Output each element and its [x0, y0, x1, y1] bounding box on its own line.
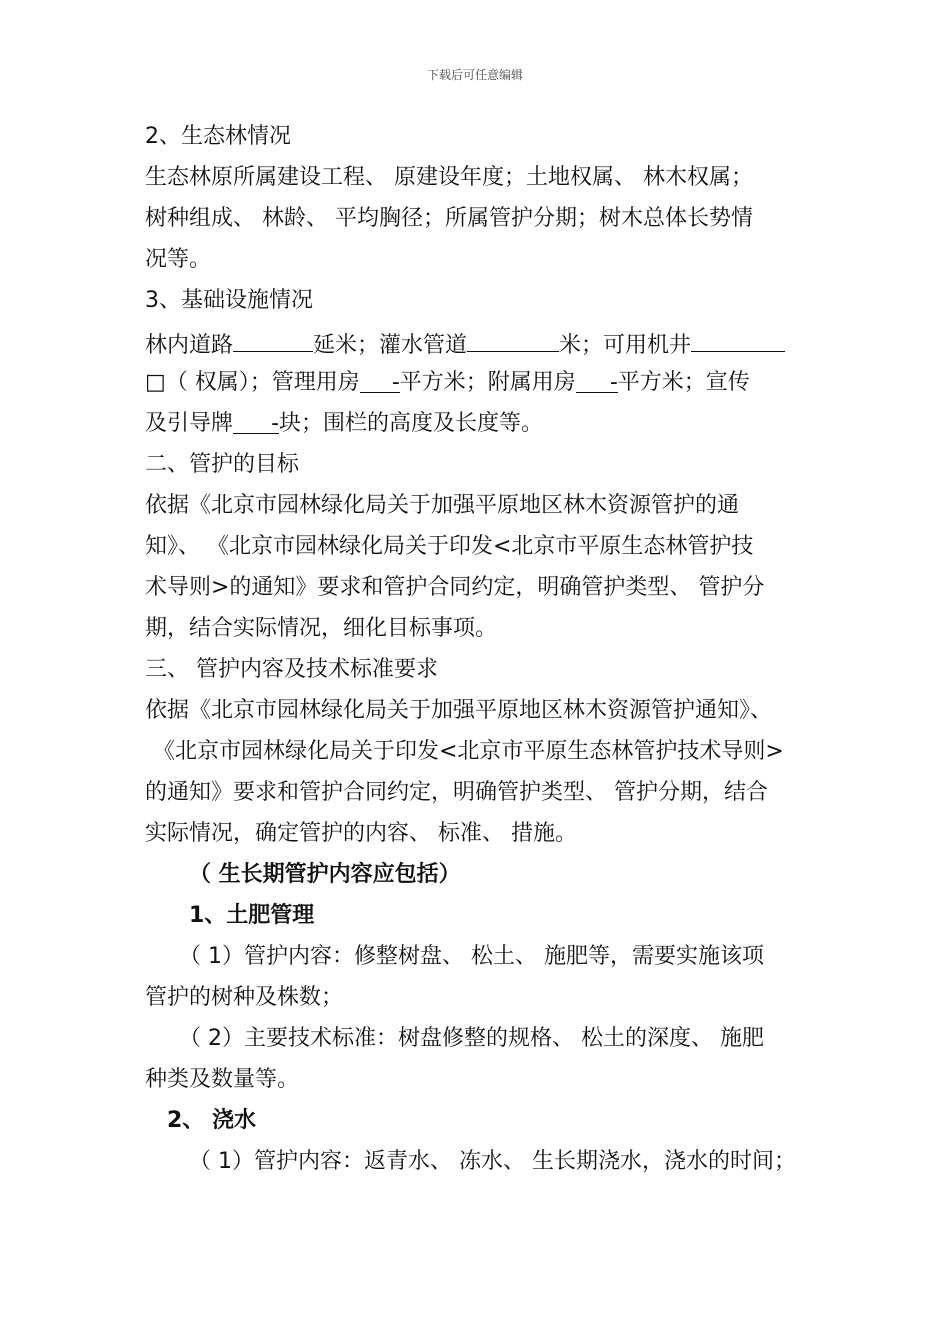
- ownership-label: □（ 权属）；管理用房: [145, 370, 360, 395]
- paragraph-line: 管护的树种及株数；: [145, 985, 344, 1010]
- paragraph-line: 期，结合实际情况，细化目标事项。: [145, 616, 498, 641]
- paragraph-line: 生态林原所属建设工程、 原建设年度；土地权属、 林木权属；: [145, 165, 753, 190]
- fill-in-line-buildings: [145, 368, 750, 398]
- subheading-soil-fertilizer: 1、土肥管理: [189, 903, 315, 928]
- annex-unit: 平方米；宣传: [617, 370, 750, 395]
- paragraph-line: 术导则>的通知》要求和管护合同约定，明确管护类型、 管护分: [145, 575, 765, 600]
- section-heading-infrastructure: 3、基础设施情况: [145, 288, 313, 313]
- roads-blank: [233, 327, 313, 352]
- section-heading-ecological-forest: 2、生态林情况: [145, 124, 291, 149]
- signs-label: 及引导牌: [145, 411, 234, 436]
- paragraph-line: 依据《北京市园林绿化局关于加强平原地区林木资源管护通知》、: [145, 698, 773, 723]
- house-blank: -: [360, 368, 400, 393]
- fill-in-line-roads: [145, 327, 785, 357]
- paragraph-line: 知》、 《北京市园林绿化局关于印发<北京市平原生态林管护技: [145, 534, 754, 559]
- signs-unit: 块；围栏的高度及长度等。: [279, 411, 544, 436]
- paragraph-line: 《北京市园林绿化局关于印发<北京市平原生态林管护技术导则>: [153, 739, 784, 764]
- paragraph-line: 的通知》要求和管护合同约定，明确管护类型、 管护分期，结合: [145, 780, 768, 805]
- paragraph-line: 树种组成、 林龄、 平均胸径；所属管护分期；树木总体长势情: [145, 206, 753, 231]
- pipes-blank: [467, 327, 559, 352]
- paragraph-line: （ 1）管护内容：修整树盘、 松土、 施肥等，需要实施该项: [179, 944, 764, 969]
- wells-blank: [691, 327, 785, 352]
- paragraph-line: 依据《北京市园林绿化局关于加强平原地区林木资源管护的通: [145, 493, 740, 518]
- fill-in-line-signs: [145, 409, 543, 439]
- paragraph-line: （ 1）管护内容：返青水、 冻水、 生长期浇水，浇水的时间；: [189, 1149, 796, 1174]
- signs-blank: -: [233, 409, 279, 434]
- paragraph-line: 种类及数量等。: [145, 1067, 300, 1092]
- paragraph-line: （ 2）主要技术标准：树盘修整的规格、 松土的深度、 施肥: [179, 1026, 764, 1051]
- subheading-growth-period: （ 生长期管护内容应包括）: [189, 862, 461, 887]
- house-unit: 平方米；附属用房: [399, 370, 576, 395]
- section-heading-content-standards: 三、 管护内容及技术标准要求: [145, 657, 438, 682]
- wells-label: 米；可用机井: [559, 333, 692, 358]
- subheading-watering: 2、 浇水: [167, 1108, 256, 1133]
- page-header: 下载后可任意编辑: [426, 68, 523, 82]
- paragraph-line: 实际情况，确定管护的内容、 标准、 措施。: [145, 821, 577, 846]
- section-heading-management-goals: 二、管护的目标: [145, 452, 300, 477]
- roads-label: 林内道路: [145, 333, 234, 358]
- annex-blank: -: [576, 368, 618, 393]
- paragraph-line: 况等。: [145, 247, 212, 272]
- pipes-label: 延米；灌水管道: [313, 333, 468, 358]
